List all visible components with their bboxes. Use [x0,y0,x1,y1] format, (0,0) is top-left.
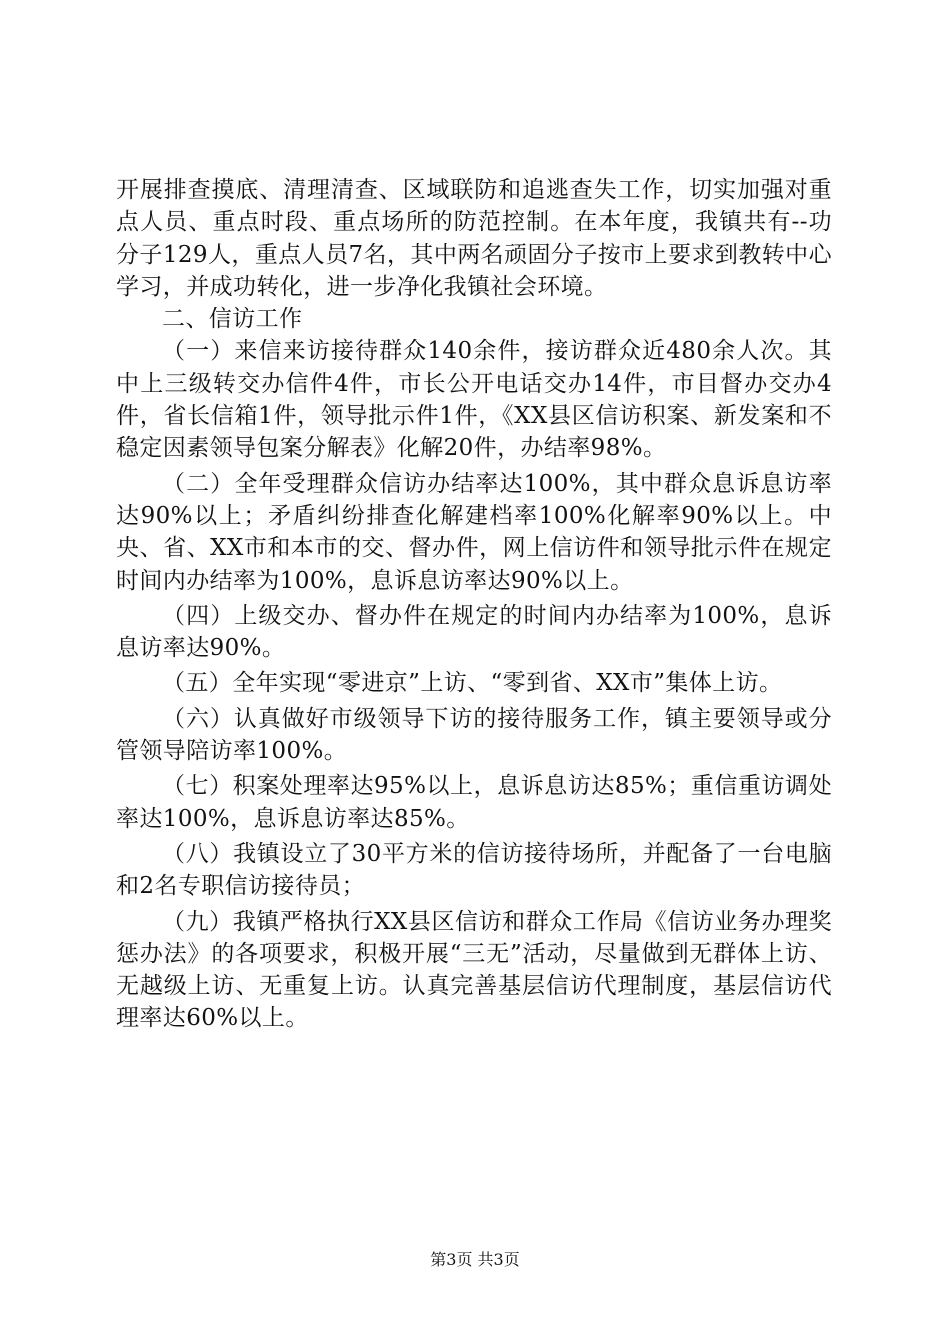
paragraph-item-9: （九）我镇严格执行XX县区信访和群众工作局《信访业务办理奖惩办法》的各项要求，积极开展“三无”活动，尽量做到无群体上访、无越级上访、无重复上访。认真完善基层信访代理制度，基层信访代理率达60%以上。 [116,908,832,1032]
paragraph-item-7: （七）积案处理率达95%以上，息诉息访达85%；重信重访调处率达100%，息诉息访率达85%。 [116,773,832,832]
document-body [116,174,832,1035]
page-footer: 第3页 共3页 [430,1250,520,1269]
paragraph-item-4: （四）上级交办、督办件在规定的时间内办结率为100%，息诉息访率达90%。 [116,602,832,662]
paragraph-item-1: （一）来信来访接待群众140余件，接访群众近480余人次。其中上三级转交办信件4件，市长公开电话交办14件，市目督办交办4件，省长信箱1件，领导批示件1件，《XX县区信访积案、新发案和不稳定因素领导包案分解表》化解20件，办结率98%。 [116,338,832,462]
paragraph-1: 开展排查摸底、清理清查、区域联防和追逃查失工作，切实加强对重点人员、重点时段、重点场所的防范控制。在本年度，我镇共有--功分子129人，重点人员7名，其中两名顽固分子按市上要求到教转中心学习，并成功转化，进一步净化我镇社会环境。 [116,177,832,300]
paragraph-item-6: （六）认真做好市级领导下访的接待服务工作，镇主要领导或分管领导陪访率100%。 [116,705,832,765]
paragraph-item-5: （五）全年实现“零进京”上访、“零到省、XX市”集体上访。 [162,670,783,697]
section-heading-xinfang: 二、信访工作 [162,306,303,333]
paragraph-item-8: （八）我镇设立了30平方米的信访接待场所，并配备了一台电脑和2名专职信访接待员； [116,840,832,900]
paragraph-item-2: （二）全年受理群众信访办结率达100%，其中群众息诉息访率达90%以上；矛盾纠纷排查化解建档率100%化解率90%以上。中央、省、XX市和本市的交、督办件，网上信访件和领导批示件在规定时间内办结率为100%，息诉息访率达90%以上。 [116,470,832,594]
